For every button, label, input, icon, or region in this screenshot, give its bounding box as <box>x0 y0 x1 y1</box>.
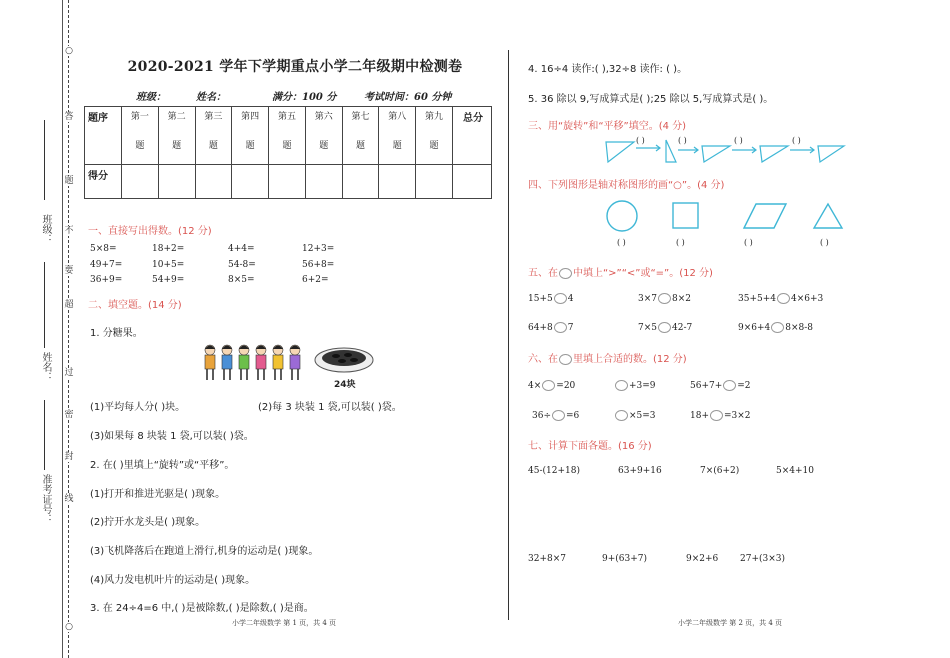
page-title: 2020-2021 学年下学期重点小学二年级期中检测卷 <box>127 59 463 75</box>
exam-time: 考试时间：60 分钟 <box>364 92 452 103</box>
compare-bubble[interactable] <box>554 293 567 304</box>
score-cell[interactable] <box>453 165 492 199</box>
score-cell[interactable] <box>158 165 195 199</box>
s3-blank-2[interactable]: ( ) <box>678 136 687 145</box>
section2-title: 二、填空题。(14 分) <box>88 300 182 311</box>
score-cell[interactable] <box>122 165 159 199</box>
q2c: (3)飞机降落后在跑道上滑行,机身的运动是( )现象。 <box>90 546 319 557</box>
calc-problem: 45-(12+18) <box>528 466 580 476</box>
answer-bubble[interactable] <box>723 380 736 391</box>
exam-no-label: 准考证号： <box>40 474 51 524</box>
compare-problem: 64+8 7 <box>528 323 574 333</box>
score-cell[interactable] <box>342 165 379 199</box>
math-problem: 54+9= <box>152 275 185 285</box>
q1-text: 1. 分糖果。 <box>90 328 143 339</box>
candy-plate-icon <box>314 346 378 378</box>
page-divider <box>508 50 509 620</box>
name-fill-line[interactable] <box>44 400 45 470</box>
footer-page2: 小学二年级数学 第 2 页，共 4 页 <box>678 619 783 627</box>
score-cell[interactable] <box>379 165 416 199</box>
binding-char: 过 <box>64 368 74 378</box>
bubble-icon <box>559 268 572 279</box>
math-problem: 36+9= <box>90 275 123 285</box>
fill-problem: 4× =20 <box>528 381 576 391</box>
section1-title: 一、直接写出得数。(12 分) <box>88 226 212 237</box>
full-score: 满分：100 分 <box>272 92 337 103</box>
compare-problem: 3×7 8×2 <box>638 294 691 304</box>
s3-blank-1[interactable]: ( ) <box>636 136 645 145</box>
q5: 5. 36 除以 9,写成算式是( );25 除以 5,写成算式是( )。 <box>528 94 774 105</box>
binding-char: 不 <box>64 226 74 236</box>
col-4: 第四 题 <box>232 107 269 165</box>
col-8: 第八 题 <box>379 107 416 165</box>
answer-bubble[interactable] <box>615 380 628 391</box>
binding-dashed-line <box>68 0 69 658</box>
calc-problem: 7×(6+2) <box>700 466 740 476</box>
s4-blank-1[interactable]: ( ) <box>617 238 626 247</box>
child-body <box>239 355 249 369</box>
name-field: 姓名： <box>196 92 226 103</box>
child-body <box>205 355 215 369</box>
calc-problem: 32+8×7 <box>528 554 566 564</box>
math-problem: 18+2= <box>152 244 185 254</box>
s4-blank-4[interactable]: ( ) <box>820 238 829 247</box>
top-fill-line <box>44 120 45 200</box>
col-9: 第九 题 <box>416 107 453 165</box>
symmetry-shapes <box>606 200 846 234</box>
section5-title: 五、在 中填上“>”“<”或“=”。(12 分) <box>528 268 713 279</box>
binding-char: 要 <box>64 266 74 276</box>
binding-char: 超 <box>64 300 74 310</box>
q1b: (2)每 3 块装 1 袋,可以装( )袋。 <box>258 402 402 413</box>
q2b: (2)拧开水龙头是( )现象。 <box>90 517 206 528</box>
math-problem: 6+2= <box>302 275 329 285</box>
class-label: 班级： <box>40 214 51 244</box>
circle-shape <box>607 201 637 231</box>
q4: 4. 16÷4 读作:( ),32÷8 读作: ( )。 <box>528 64 688 75</box>
fill-problem: +3=9 <box>614 380 656 391</box>
calc-problem: 63+9+16 <box>618 466 662 476</box>
fill-problem: ×5=3 <box>614 410 656 421</box>
compare-bubble[interactable] <box>658 293 671 304</box>
answer-bubble[interactable] <box>552 410 565 421</box>
score-table <box>84 106 492 199</box>
score-cell[interactable] <box>195 165 232 199</box>
calc-problem: 5×4+10 <box>776 466 814 476</box>
name-label: 姓名： <box>40 352 51 382</box>
binding-char: 封 <box>64 452 74 462</box>
fill-problem: 18+ =3×2 <box>690 411 751 421</box>
col-2: 第二 题 <box>158 107 195 165</box>
square-shape <box>673 203 698 228</box>
compare-bubble[interactable] <box>771 322 784 333</box>
col-1: 第一 题 <box>122 107 159 165</box>
candy-count: 24块 <box>334 380 356 390</box>
col-total: 总分 <box>453 107 492 165</box>
q1a: (1)平均每人分( )块。 <box>90 402 186 413</box>
math-problem: 54-8= <box>228 260 256 270</box>
footer-page1: 小学二年级数学 第 1 页，共 4 页 <box>232 619 337 627</box>
q2a: (1)打开和推进光驱是( )现象。 <box>90 489 226 500</box>
col-5: 第五 题 <box>269 107 306 165</box>
compare-bubble[interactable] <box>777 293 790 304</box>
class-field: 班级： <box>136 92 166 103</box>
score-cell[interactable] <box>416 165 453 199</box>
compare-problem: 9×6+4 8×8-8 <box>738 323 814 333</box>
compare-problem: 7×5 42-7 <box>638 323 693 333</box>
q3: 3. 在 24÷4=6 中,( )是被除数,( )是除数,( )是商。 <box>90 603 314 614</box>
math-problem: 56+8= <box>302 260 335 270</box>
fill-problem: 36÷ =6 <box>532 411 580 421</box>
s4-blank-2[interactable]: ( ) <box>676 238 685 247</box>
binding-char: 密 <box>64 410 74 420</box>
math-problem: 4+4= <box>228 244 255 254</box>
row-head-score: 得分 <box>85 165 122 199</box>
q1c: (3)如果每 8 块装 1 袋,可以装( )袋。 <box>90 431 254 442</box>
score-cell[interactable] <box>305 165 342 199</box>
math-problem: 49+7= <box>90 260 123 270</box>
binding-char: 线 <box>64 494 74 504</box>
math-problem: 10+5= <box>152 260 185 270</box>
row-head-order: 题序 <box>85 107 122 165</box>
compare-bubble[interactable] <box>658 322 671 333</box>
binding-char: ○ <box>65 622 73 632</box>
child-body <box>290 355 300 369</box>
fill-problem: 56+7+ =2 <box>690 381 751 391</box>
math-problem: 5×8= <box>90 244 117 254</box>
class-fill-line[interactable] <box>44 262 45 348</box>
compare-bubble[interactable] <box>554 322 567 333</box>
compare-problem: 15+5 4 <box>528 294 574 304</box>
child-body <box>256 355 266 369</box>
math-problem: 12+3= <box>302 244 335 254</box>
binding-char: 答 <box>64 112 74 122</box>
col-6: 第六 题 <box>305 107 342 165</box>
binding-char: ○ <box>65 46 73 56</box>
section6-title: 六、在 里填上合适的数。(12 分) <box>528 354 687 365</box>
triangle-shape <box>814 204 842 228</box>
col-7: 第七 题 <box>342 107 379 165</box>
s3-blank-4[interactable]: ( ) <box>792 136 801 145</box>
s3-blank-3[interactable]: ( ) <box>734 136 743 145</box>
section4-title: 四、下列图形是轴对称图形的画“○”。(4 分) <box>528 180 725 191</box>
calc-problem: 9×2+6 <box>686 554 719 564</box>
calc-problem: 27+(3×3) <box>740 554 786 564</box>
section3-title: 三、用“旋转”和“平移”填空。(4 分) <box>528 121 687 132</box>
child-body <box>222 355 232 369</box>
child-body <box>273 355 283 369</box>
section7-title: 七、计算下面各题。(16 分) <box>528 441 652 452</box>
col-3: 第三 题 <box>195 107 232 165</box>
bubble-icon <box>559 354 572 365</box>
calc-problem: 9+(63+7) <box>602 554 648 564</box>
score-cell[interactable] <box>269 165 306 199</box>
children-illustration <box>204 342 314 384</box>
score-cell[interactable] <box>232 165 269 199</box>
parallelogram-shape <box>744 204 786 228</box>
binding-solid-line <box>62 0 63 658</box>
q2d: (4)风力发电机叶片的运动是( )现象。 <box>90 575 256 586</box>
answer-bubble[interactable] <box>615 410 628 421</box>
answer-bubble[interactable] <box>542 380 555 391</box>
q2: 2. 在( )里填上“旋转”或“平移”。 <box>90 460 235 471</box>
answer-bubble[interactable] <box>710 410 723 421</box>
math-problem: 8×5= <box>228 275 255 285</box>
binding-char: 题 <box>64 176 74 186</box>
s4-blank-3[interactable]: ( ) <box>744 238 753 247</box>
compare-problem: 35+5+4 4×6+3 <box>738 294 824 304</box>
